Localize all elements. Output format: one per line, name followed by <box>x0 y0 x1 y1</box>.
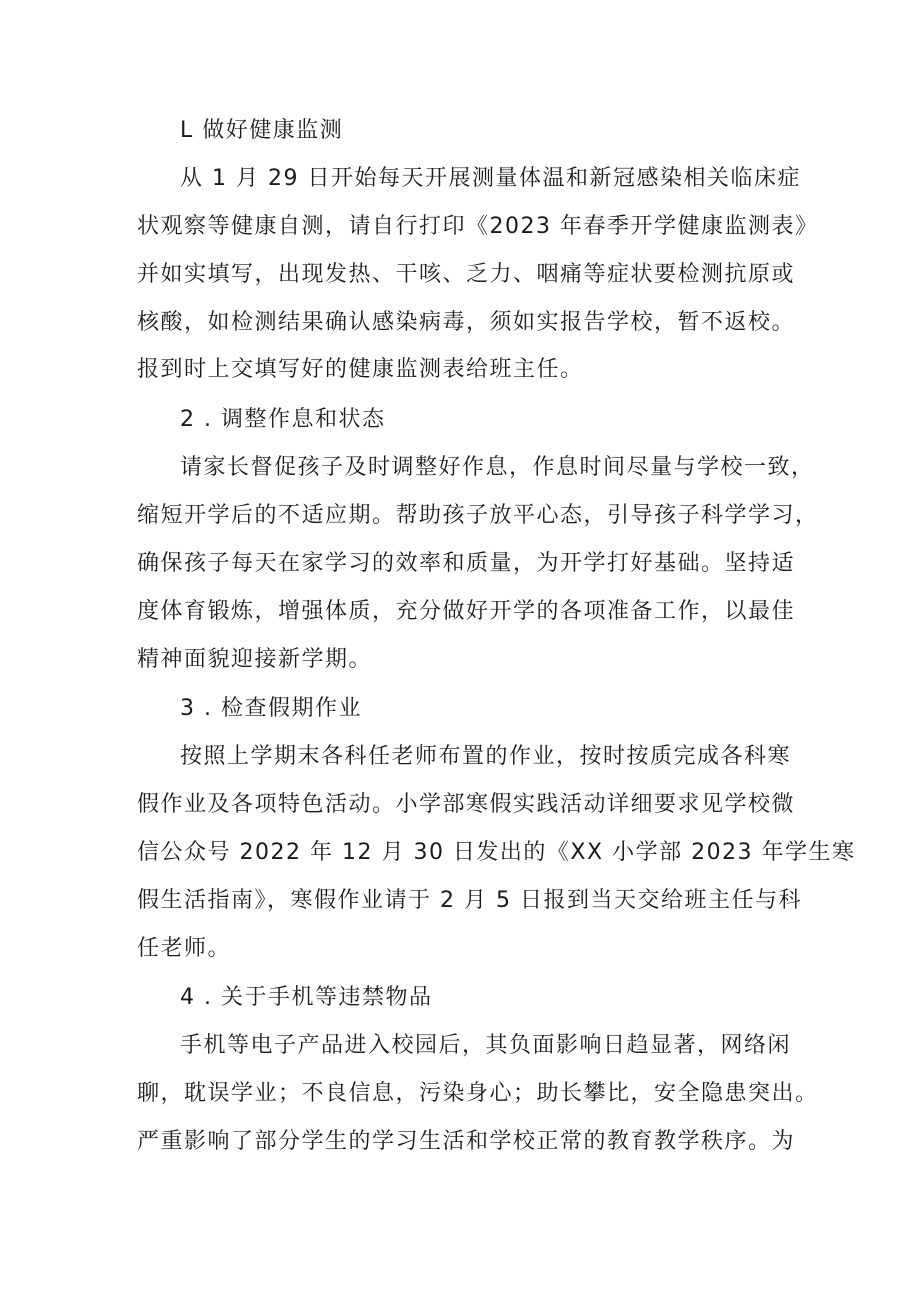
section-4-line-2: 聊，耽误学业；不良信息，污染身心；助长攀比，安全隐患突出。 <box>137 1081 819 1106</box>
section-2-line-2: 缩短开学后的不适应期。帮助孩子放平心态，引导孩子科学学习， <box>137 503 819 528</box>
section-2-line-3: 确保孩子每天在家学习的效率和质量，为开学打好基础。坚持适 <box>137 551 796 576</box>
section-3-line-2: 假作业及各项特色活动。小学部寒假实践活动详细要求见学校微 <box>137 792 796 817</box>
section-1-line-3: 并如实填写，出现发热、干咳、乏力、咽痛等症状要检测抗原或 <box>137 262 796 287</box>
section-1-line-4: 核酸，如检测结果确认感染病毒，须如实报告学校，暂不返校。 <box>137 310 796 335</box>
section-4-heading: 4 . 关于手机等违禁物品 <box>180 985 433 1010</box>
section-2-line-1: 请家长督促孩子及时调整好作息，作息时间尽量与学校一致， <box>180 455 815 480</box>
section-3-line-3: 信公众号 2022 年 12 月 30 日发出的《XX 小学部 2023 年学生寒 <box>137 840 856 865</box>
section-1-heading: L 做好健康监测 <box>180 118 344 143</box>
section-3-heading: 3 . 检查假期作业 <box>180 696 362 721</box>
section-1-line-5: 报到时上交填写好的健康监测表给班主任。 <box>137 357 584 382</box>
section-3-line-1: 按照上学期末各科任老师布置的作业，按时按质完成各科寒 <box>180 744 792 769</box>
section-1-line-1: 从 1 月 29 日开始每天开展测量体温和新冠感染相关临床症 <box>180 166 801 191</box>
section-3-line-5: 任老师。 <box>137 936 232 961</box>
section-2-heading: 2 . 调整作息和状态 <box>180 407 386 432</box>
section-4-line-3: 严重影响了部分学生的学习生活和学校正常的教育教学秩序。为 <box>137 1129 796 1154</box>
section-1-line-2: 状观察等健康自测，请自行打印《2023 年春季开学健康监测表》 <box>137 214 819 239</box>
section-3-line-4: 假生活指南》，寒假作业请于 2 月 5 日报到当天交给班主任与科 <box>137 888 802 913</box>
section-2-line-5: 精神面貌迎接新学期。 <box>137 647 373 672</box>
section-2-line-4: 度体育锻炼，增强体质，充分做好开学的各项准备工作，以最佳 <box>137 599 796 624</box>
section-4-line-1: 手机等电子产品进入校园后，其负面影响日趋显著，网络闲 <box>180 1033 792 1058</box>
